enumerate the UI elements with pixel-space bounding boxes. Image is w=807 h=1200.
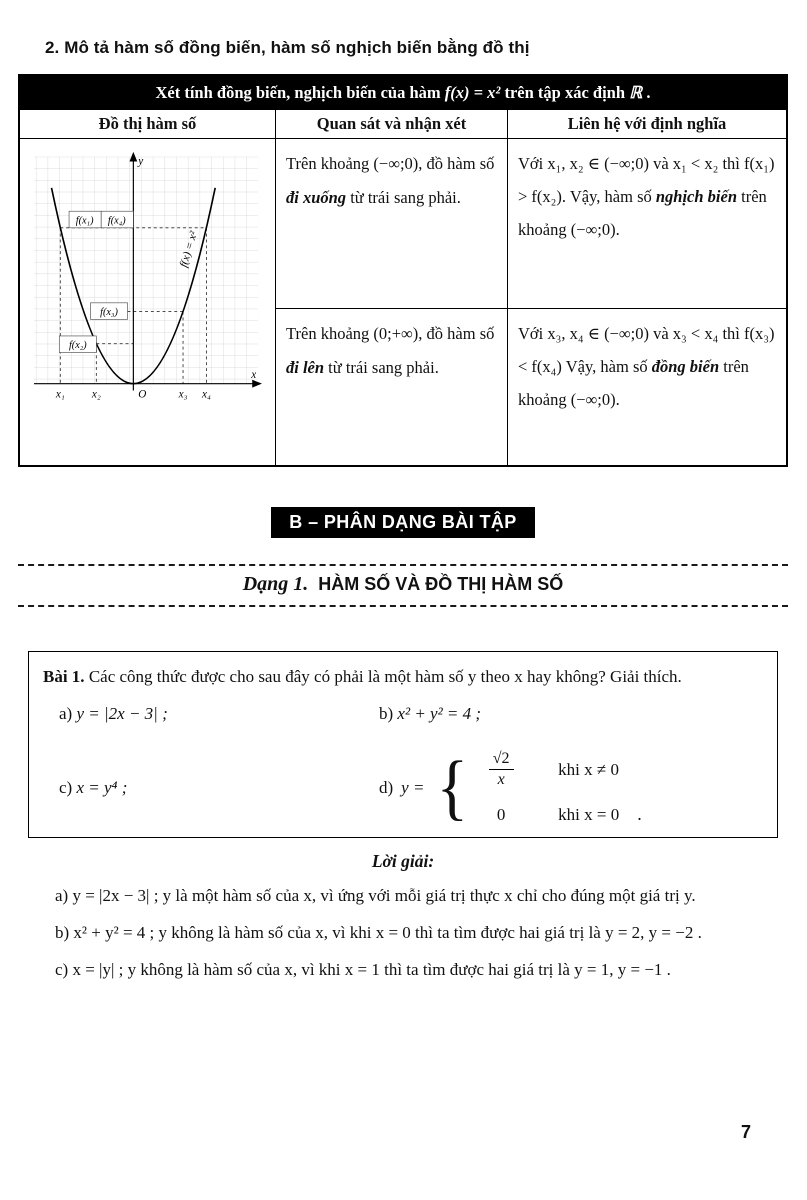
definition-1-post: trên khoảng (−∞;0). (518, 187, 767, 239)
definition-2-emphasis: đồng biến (651, 357, 720, 377)
table-title-math: f(x) = x² (444, 83, 501, 102)
problem-text: Các công thức được cho sau đây có phải là một hàm số y theo x hay không? Giải thích. (84, 666, 682, 686)
case-list (478, 750, 619, 825)
definition-row-2 (508, 309, 786, 464)
monotonicity-table (18, 74, 788, 467)
definition-1-pre: Với x₁, x₂ ∈ (−∞;0) và x₁ < x₂ thì f(x₁) > f(x₂). Vậy, hàm số (518, 154, 775, 206)
curve-equation-label: f(x) = x² (177, 229, 201, 269)
observation-row-1 (276, 139, 508, 309)
solution-a-text: y = |2x − 3| ; y là một hàm số của x, vì ứng với mỗi giá trị thực x chỉ cho đúng một giá trị y. (72, 886, 696, 906)
problem-statement (43, 662, 763, 693)
problem-item-b (379, 704, 763, 724)
function-graph (24, 145, 270, 447)
tick-label-x1: x₁ (55, 388, 65, 401)
dashed-divider-top (18, 564, 788, 566)
value-label-fx1: f(x₁) (75, 215, 94, 227)
observation-row-2 (276, 309, 508, 464)
solution-item-c (18, 952, 780, 989)
dashed-divider-bottom (18, 605, 788, 607)
problem-box (28, 651, 778, 839)
graph-cell (20, 139, 276, 465)
value-label-fx2: f(x₂) (68, 340, 87, 352)
table-title-pre: Xét tính đồng biến, nghịch biến của hàm (155, 83, 445, 102)
case-1-condition: khi x ≠ 0 (558, 759, 619, 779)
column-header-definition: Liên hệ với định nghĩa (567, 114, 727, 133)
case-2 (478, 805, 619, 825)
item-c-label: c) (59, 777, 73, 797)
definition-row-1 (508, 139, 786, 309)
solution-item-a (18, 878, 780, 915)
observation-2-emphasis: đi lên (286, 358, 325, 378)
table-title-mid: trên tập xác định (500, 83, 630, 102)
value-label-fx3: f(x₃) (100, 306, 118, 318)
definition-2-post: trên khoảng (−∞;0). (518, 357, 749, 410)
section-heading: 2. Mô tả hàm số đồng biến, hàm số nghịch biến bằng đồ thị (45, 38, 530, 57)
tick-label-x3: x₃ (178, 388, 188, 401)
tick-label-x4: x₄ (201, 388, 211, 401)
section-banner: B – PHÂN DẠNG BÀI TẬP (271, 507, 534, 538)
solution-c-label: c) (55, 959, 69, 979)
column-header-graph: Đồ thị hàm số (20, 110, 276, 138)
page-number: 7 (740, 1122, 751, 1142)
observation-1-emphasis: đi xuống (286, 187, 347, 207)
fraction-numerator: √2 (489, 750, 514, 770)
axis-label-x: x (251, 368, 257, 381)
solution-heading: Lời giải: (371, 851, 435, 872)
problem-items-row-2 (43, 747, 763, 828)
solution-c-text: x = |y| ; y không là hàm số của x, vì khi x = 1 thì ta tìm được hai giá trị là y = 1, y = −1 . (72, 959, 671, 979)
fraction-sqrt2-over-x (489, 750, 514, 789)
problem-label: Bài 1. (43, 666, 85, 686)
real-set-symbol: ℝ (629, 83, 643, 102)
observation-2-post: từ trái sang phải. (324, 358, 439, 378)
problem-items-row-1 (43, 704, 763, 724)
definition-1-emphasis: nghịch biến (655, 187, 738, 206)
dang-title: HÀM SỐ VÀ ĐỒ THỊ HÀM SỐ (318, 573, 564, 594)
table-title (20, 76, 786, 110)
problem-item-d (379, 747, 763, 828)
table-body (20, 139, 786, 465)
dang-heading (18, 573, 788, 596)
item-c-expression: x = y⁴ ; (76, 777, 128, 797)
table-header-row (20, 110, 786, 139)
case-2-condition: khi x = 0 (558, 805, 620, 825)
observation-1-post: từ trái sang phải. (346, 187, 461, 207)
item-b-expression: x² + y² = 4 ; (397, 704, 482, 724)
fraction-denominator: x (497, 771, 505, 789)
solution-list (18, 878, 780, 988)
dang-number: Dạng 1. (242, 572, 309, 595)
solution-a-label: a) (55, 886, 69, 906)
observation-2-pre: Trên khoảng (0;+∞), đồ hàm số (286, 324, 495, 344)
observation-1-pre: Trên khoảng (−∞;0), đồ hàm số (286, 154, 495, 173)
case-2-value: 0 (496, 805, 506, 825)
item-a-expression: y = |2x − 3| ; (76, 704, 168, 724)
case-1 (478, 750, 619, 789)
item-d-period: . (637, 804, 642, 825)
column-header-observe: Quan sát và nhận xét (276, 110, 508, 138)
problem-item-a (59, 704, 379, 724)
value-label-fx4: f(x₄) (107, 215, 126, 227)
problem-item-c (59, 778, 379, 798)
axis-label-y: y (138, 155, 144, 168)
case-brace: { (436, 747, 469, 828)
solution-b-label: b) (55, 922, 70, 942)
table-title-end: . (642, 83, 651, 102)
solution-b-text: x² + y² = 4 ; y không là hàm số của x, vì khi x = 0 thì ta tìm được hai giá trị là y = 2, y = −2 . (73, 922, 702, 942)
tick-label-x2: x₂ (91, 388, 101, 401)
item-b-label: b) (379, 704, 394, 724)
solution-item-b (18, 915, 780, 952)
item-a-label: a) (59, 704, 73, 724)
item-d-lead: y = (401, 777, 425, 797)
origin-label: O (138, 388, 147, 401)
definition-2-pre: Với x₃, x₄ ∈ (−∞;0) và x₃ < x₄ thì f(x₃) < f(x₄) Vậy, hàm số (518, 324, 775, 377)
item-d-label: d) (379, 777, 394, 797)
